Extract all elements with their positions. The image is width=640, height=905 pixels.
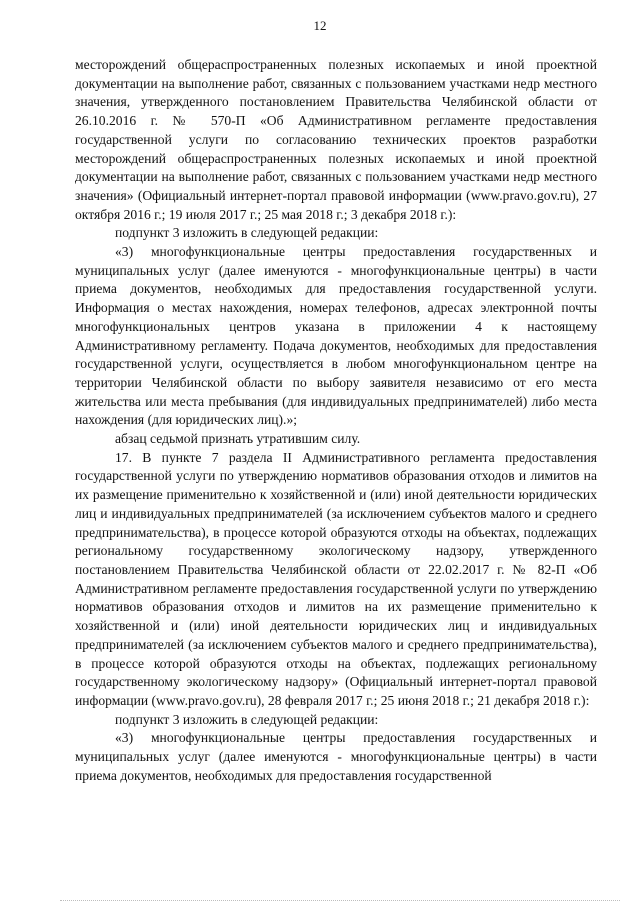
scan-edge: [60, 900, 620, 905]
paragraph: «3) многофункциональные центры предоставления государственных и муниципальных услуг (далее именуются - многофункциональные центры) в части приема документов, необходимых для предоставления государственной: [75, 730, 597, 783]
paragraph: подпункт 3 изложить в следующей редакции:: [115, 225, 379, 241]
paragraph: подпункт 3 изложить в следующей редакции:: [115, 711, 379, 727]
paragraph: 17. В пункте 7 раздела II Административного регламента предоставления государственной услуги по утверждению нормативов образования отходов и лимитов на их размещение применительно к хозяйственной и (или) иной деятельности юридических лиц и индивидуальных предпринимателей (за исключением субъектов малого и среднего предпринимательства), в процессе которой образуются отходы на объектах, подлежащих региональному государственному экологическому надзору, утвержденного постановлением Правительства Челябинской области от 22.02.2017 г. № 82-П «Об Административном регламенте предоставления государственной услуги по утверждению нормативов образования отходов и лимитов на их размещение применительно к хозяйственной и (или) иной деятельности юридических лиц и индивидуальных предпринимателей (за исключением субъектов малого и среднего предпринимательства), в процессе которой образуются отходы на объектах, подлежащих региональному государственному экологическому надзору» (Официальный интернет-портал правовой информации (www.pravo.gov.ru), 28 февраля 2017 г.; 25 июня 2018 г.; 21 декабря 2018 г.):: [75, 449, 597, 708]
paragraph: «3) многофункциональные центры предоставления государственных и муниципальных услуг (далее именуются - многофункциональные центры) в части приема документов, необходимых для предоставления государственной услуги. Информация о местах нахождения, номерах телефонов, адресах электронной почты многофункциональных центров указана в приложении 4 к настоящему Административному регламенту. Подача документов, необходимых для предоставления государственной услуги, осуществляется в любом многофункциональном центре на территории Челябинской области по выбору заявителя независимо от его места жительства или места пребывания (для индивидуальных предпринимателей) либо места нахождения (для юридических лиц).»;: [75, 244, 597, 428]
paragraph: абзац седьмой признать утратившим силу.: [115, 431, 361, 447]
document-body: [75, 56, 597, 785]
paragraph: месторождений общераспространенных полезных ископаемых и иной проектной документации на выполнение работ, связанных с пользованием участками недр местного значения, утвержденного постановлением Правительства Челябинской области от 26.10.2016 г. № 570-П «Об Административном регламенте предоставления государственной услуги по согласованию технических проектов разработки месторождений общераспространенных полезных ископаемых и иной проектной документации на выполнение работ, связанных с пользованием участками недр местного значения» (Официальный интернет-портал правовой информации (www.pravo.gov.ru), 27 октября 2016 г.; 19 июля 2017 г.; 25 мая 2018 г.; 3 декабря 2018 г.):: [75, 57, 597, 222]
page-number: 12: [313, 18, 327, 33]
